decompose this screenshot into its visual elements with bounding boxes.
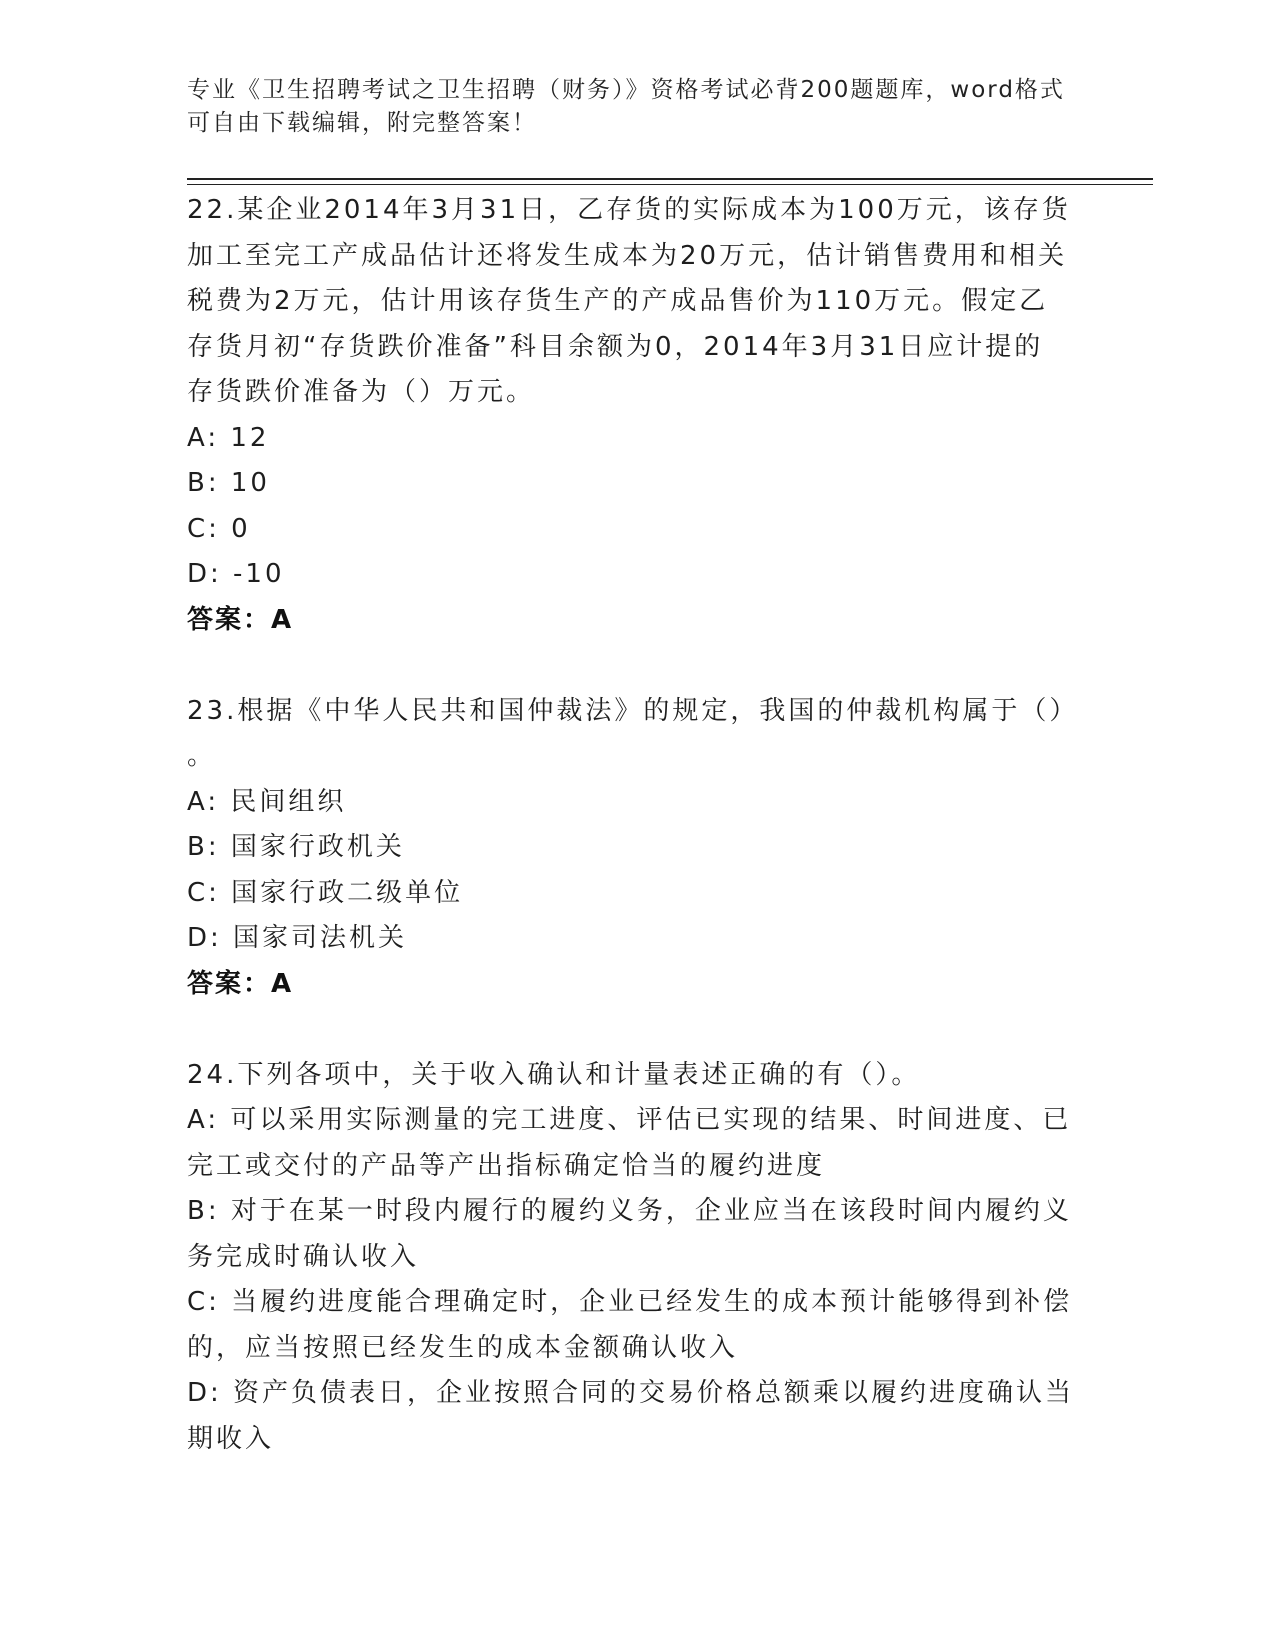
question-spacer bbox=[187, 1007, 1087, 1053]
question-stem-line: 税费为2万元，估计用该存货生产的产成品售价为110万元。假定乙 bbox=[187, 286, 1049, 316]
option-a-line: 完工或交付的产品等产出指标确定恰当的履约进度 bbox=[187, 1150, 826, 1181]
question-24 bbox=[187, 1053, 1087, 1463]
answer-label: 答案：A bbox=[187, 604, 294, 635]
option-d: D: -10 bbox=[187, 559, 285, 589]
answer-label: 答案：A bbox=[187, 968, 294, 999]
option-b-line: B: 对于在某一时段内履行的履约义务，企业应当在该段时间内履约义 bbox=[187, 1196, 1072, 1226]
option-d-line: D: 资产负债表日，企业按照合同的交易价格总额乘以履约进度确认当 bbox=[187, 1378, 1075, 1408]
option-a: A: 民间组织 bbox=[187, 786, 347, 817]
option-c: C: 国家行政二级单位 bbox=[187, 877, 464, 908]
option-c-line: C: 当履约进度能合理确定时，企业已经发生的成本预计能够得到补偿 bbox=[187, 1287, 1073, 1317]
question-spacer bbox=[187, 643, 1087, 689]
question-23 bbox=[187, 689, 1087, 1008]
option-b: B: 国家行政机关 bbox=[187, 832, 405, 862]
question-stem-line: 24.下列各项中，关于收入确认和计量表述正确的有（）。 bbox=[187, 1059, 921, 1090]
option-a-line: A: 可以采用实际测量的完工进度、评估已实现的结果、时间进度、已 bbox=[187, 1105, 1072, 1135]
question-22 bbox=[187, 188, 1087, 643]
option-b-line: 务完成时确认收入 bbox=[187, 1241, 420, 1272]
question-stem-line: 加工至完工产成品估计还将发生成本为20万元，估计销售费用和相关 bbox=[187, 240, 1068, 271]
option-a: A: 12 bbox=[187, 422, 270, 453]
question-list bbox=[187, 188, 1087, 1462]
question-stem-line: 。 bbox=[187, 741, 217, 771]
document-header bbox=[187, 74, 1087, 140]
option-d-line: 期收入 bbox=[187, 1423, 275, 1454]
question-stem-line: 22.某企业2014年3月31日，乙存货的实际成本为100万元，该存货 bbox=[187, 195, 1071, 225]
question-stem-line: 23.根据《中华人民共和国仲裁法》的规定，我国的仲裁机构属于（） bbox=[187, 695, 1079, 726]
option-d: D: 国家司法机关 bbox=[187, 923, 408, 953]
option-c-line: 的，应当按照已经发生的成本金额确认收入 bbox=[187, 1332, 739, 1363]
header-line-1: 专业《卫生招聘考试之卫生招聘（财务）》资格考试必背200题题库，word格式 bbox=[187, 77, 1065, 103]
option-b: B: 10 bbox=[187, 468, 270, 498]
option-c: C: 0 bbox=[187, 513, 251, 544]
question-stem-line: 存货跌价准备为（）万元。 bbox=[187, 377, 536, 407]
header-divider-thick bbox=[187, 178, 1153, 180]
header-line-2: 可自由下载编辑，附完整答案！ bbox=[187, 110, 537, 136]
header-divider-thin bbox=[187, 184, 1153, 185]
question-stem-line: 存货月初“存货跌价准备”科目余额为0，2014年3月31日应计提的 bbox=[187, 331, 1044, 362]
